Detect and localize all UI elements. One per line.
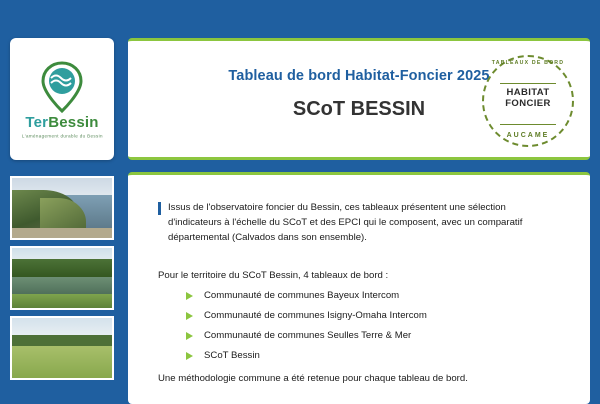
list-item: Communauté de communes Seulles Terre & Mer	[186, 330, 560, 341]
header-card	[128, 38, 590, 160]
photo-farm-field	[10, 316, 114, 380]
logo-word-bessin: Bessin	[48, 113, 99, 131]
list-item: Communauté de communes Bayeux Intercom	[186, 290, 560, 301]
photo-river-meadow	[10, 246, 114, 310]
stamp-top-text: TABLEAUX DE BORD	[491, 60, 565, 66]
location-pin-wave-icon	[39, 61, 85, 113]
list-item: Communauté de communes Isigny-Omaha Intercom	[186, 310, 560, 321]
footer-paragraph: Une méthodologie commune a été retenue pour chaque tableau de bord.	[158, 372, 468, 384]
tableaux-list	[158, 290, 560, 361]
logo-card	[10, 38, 114, 160]
body-card	[128, 172, 590, 404]
aucame-stamp-icon	[482, 55, 574, 147]
page-subtitle: SCoT BESSIN	[292, 98, 426, 120]
stamp-line-foncier: FONCIER	[505, 97, 551, 109]
intro-paragraph: Issus de l'observatoire foncier du Bessin, ces tableaux présentent une sélection d'indicateurs à l'échelle du SCoT et des EPCI qui le composent, avec un comparatif départemental (Calvados dans son ensemble).	[158, 201, 560, 246]
stamp-line-habitat: HABITAT	[506, 87, 550, 98]
stamp-bottom-text: AUCAME	[506, 132, 550, 139]
logo-tagline: L'aménagement durable du Bessin	[21, 133, 103, 138]
page-title: Tableau de bord Habitat-Foncier 2025	[228, 68, 490, 84]
logo-wordmark	[25, 115, 98, 130]
photo-cliff-coast	[10, 176, 114, 240]
list-item: SCoT Bessin	[186, 350, 560, 361]
stamp-center-text	[482, 88, 574, 110]
logo-word-ter: Ter	[25, 113, 49, 131]
lead-paragraph: Pour le territoire du SCoT Bessin, 4 tableaux de bord :	[158, 269, 389, 281]
